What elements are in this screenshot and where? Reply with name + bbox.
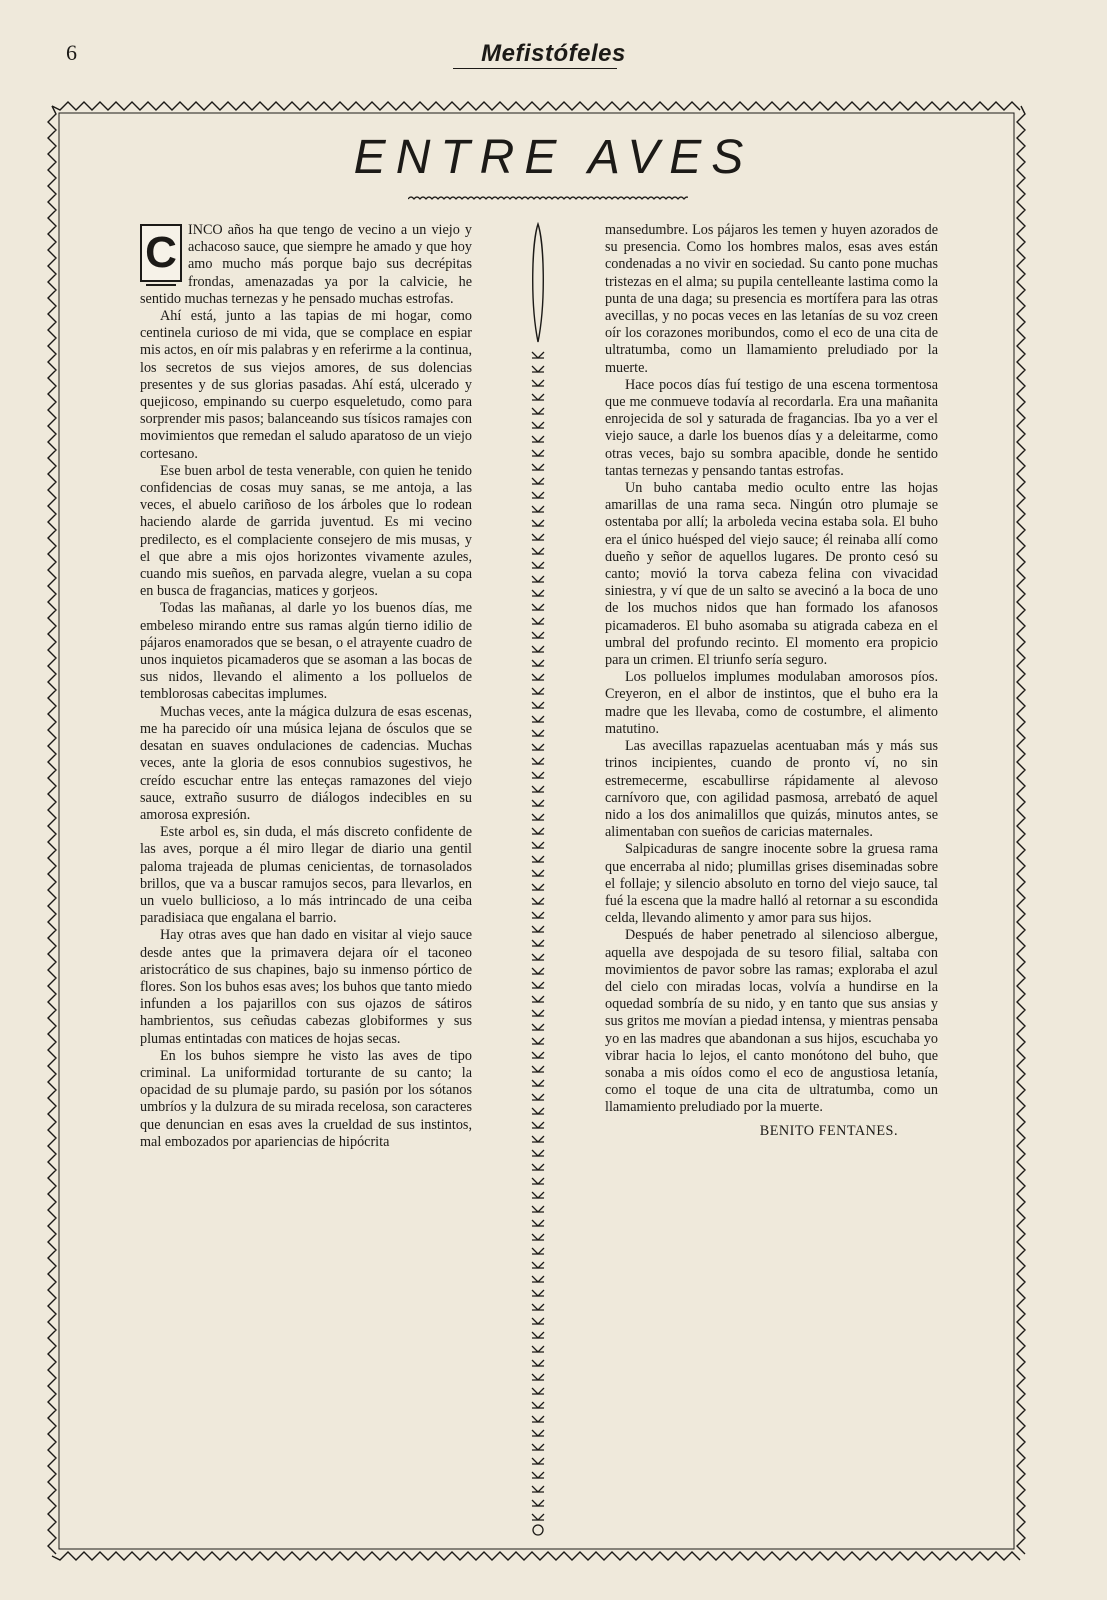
divider-motif: [532, 464, 544, 470]
divider-motif: [532, 1374, 544, 1380]
divider-motif: [532, 1276, 544, 1282]
left-column: [140, 222, 472, 1151]
divider-motif: [532, 856, 544, 862]
divider-motif: [532, 1472, 544, 1478]
paragraph: Los polluelos implumes modulaban amorosos píos. Creyeron, en el albor de instintos, que el buho era la madre que les llevaba, como de costumbre, el alimento matutino.: [605, 669, 938, 737]
divider-motif: [532, 1430, 544, 1436]
divider-motif: [532, 1486, 544, 1492]
divider-motif: [532, 1388, 544, 1394]
divider-motif: [532, 1402, 544, 1408]
divider-motif: [532, 478, 544, 484]
divider-motif: [532, 842, 544, 848]
divider-motif: [532, 1108, 544, 1114]
divider-motif: [532, 1318, 544, 1324]
divider-motif: [532, 506, 544, 512]
divider-motif: [532, 576, 544, 582]
paragraph: mansedumbre. Los pájaros les temen y huyen azorados de su presencia. Como los hombres malos, esas aves están condenadas a no vivir en sociedad. Su canto pone muchas tristezas en el alma; su pupila centelleante lastima como la punta de una daga; su presencia es mortífera para las otras avecillas, y no pocas veces en las letanías de su voz creen oír los corazones moribundos, como el eco de una cita de ultratumba, como un llamamiento preludiado por la muerte.: [605, 222, 938, 376]
paragraph: Todas las mañanas, al darle yo los buenos días, me embeleso mirando entre sus ramas algún tierno idilio de pájaros enamorados que se besan, o el atrayente cuadro de unos inquietos picamaderos que se asoman a las bocas de sus nidos, llevando el alimento a los polluelos de temblorosas cabecitas implumes.: [140, 600, 472, 703]
divider-motif: [532, 884, 544, 890]
divider-motif: [532, 380, 544, 386]
divider-motif: [532, 1304, 544, 1310]
divider-motif: [532, 968, 544, 974]
divider-motif: [532, 1346, 544, 1352]
divider-motif: [532, 954, 544, 960]
divider-motif: [532, 408, 544, 414]
divider-motif: [532, 1080, 544, 1086]
paragraph: Muchas veces, ante la mágica dulzura de esas escenas, me ha parecido oír una música lejana de ósculos que se desatan en suaves ondulaciones de cadencias. Muchas veces, ante la gloria de esos connubios sugestivos, he creído escuchar entre las enteças ramazones del viejo sauce, extraño susurro de diálogos indecibles en su amorosa expresión.: [140, 703, 472, 823]
divider-motif: [532, 1192, 544, 1198]
divider-motif: [532, 660, 544, 666]
divider-motif: [532, 352, 544, 358]
divider-motif: [532, 1500, 544, 1506]
divider-motif: [532, 1052, 544, 1058]
divider-motif: [532, 1332, 544, 1338]
divider-motif: [532, 1444, 544, 1450]
divider-motif: [532, 1010, 544, 1016]
divider-motif: [532, 604, 544, 610]
divider-motif: [532, 814, 544, 820]
divider-motif: [532, 982, 544, 988]
divider-motif: [532, 394, 544, 400]
divider-motif: [532, 646, 544, 652]
paragraph: Después de haber penetrado al silencioso albergue, aquella ave despojada de su tesoro filial, saltaba con movimientos de pavor sobre las ramas; exploraba el azul del cielo con miradas locas, volvía a hundirse en la oquedad sombría de su nido, y en tanto que sus ansias y sus gritos me movían a piedad intensa, y mientras pensaba yo en las madres que abandonan a sus hijos, escuchaba yo vibrar hacia lo lejos, el canto monótono del buho, que sonaba a mis oídos como el eco de angustiosa letanía, como el toque de una cita de ultratumba, como un llamamiento preludiado por la muerte.: [605, 927, 938, 1116]
divider-motif: [532, 562, 544, 568]
divider-motif: [532, 912, 544, 918]
divider-bottom-knot: [533, 1525, 543, 1535]
paragraph: Las avecillas rapazuelas acentuaban más y más sus trinos incipientes, cuando de pronto ví, no sin estremecerme, escabullirse rápidamente al alevoso carnívoro que, con agilidad pasmosa, arrebató de aquel nido a los dos animalillos que quizás, minutos antes, se alimentaban con sueños de caricias maternales.: [605, 738, 938, 841]
divider-motif: [532, 786, 544, 792]
divider-motif: [532, 632, 544, 638]
divider-motif: [532, 702, 544, 708]
divider-motif: [532, 1122, 544, 1128]
divider-motif: [532, 996, 544, 1002]
divider-motif: [532, 1234, 544, 1240]
article-title: ENTRE AVES: [353, 131, 754, 184]
paragraph: En los buhos siempre he visto las aves de tipo criminal. La uniformidad torturante de su canto; la opacidad de su plumaje pardo, su pasión por los sótanos umbríos y la dulzura de su mirada recelosa, son caracteres que denuncian en esas aves la crueldad de sus instintos, mal embozados por apariencias de hipócrita: [140, 1047, 472, 1150]
divider-motif: [532, 1024, 544, 1030]
paragraph: Ahí está, junto a las tapias de mi hogar, como centinela curioso de mi vida, que se complace en espiar mis actos, en oír mis palabras y en referirme a la continua, los secretos de sus viejos amores, de sus dolencias presentes y de sus glorias pasadas. Ahí está, ulcerado y quejicoso, empinando su cuerpo esqueletudo, como para sorprender mis pasos; balanceando sus tísicos ramajes con movimientos que remedan el saludo aparatoso de un viejo cortesano.: [140, 308, 472, 462]
zigzag-border-edge: [52, 1552, 1020, 1560]
zigzag-border-edge: [52, 102, 1020, 110]
zigzag-border-edge: [48, 106, 56, 1554]
divider-motif: [532, 730, 544, 736]
divider-motif: [532, 674, 544, 680]
magazine-title: Mefistófeles: [481, 40, 626, 67]
divider-motif: [532, 1248, 544, 1254]
paragraph: Salpicaduras de sangre inocente sobre la gruesa rama que encerraba al nido; plumillas grises diseminadas sobre el follaje; y silencio absoluto en torno del viejo sauce, tal fué la escena que la madre halló al retornar a su escondida celda, llevando alimento y amor para sus hijos.: [605, 841, 938, 927]
dropcap: C: [140, 224, 182, 282]
divider-motif: [532, 618, 544, 624]
divider-motif: [532, 492, 544, 498]
paragraph: Un buho cantaba medio oculto entre las hojas amarillas de una rama seca. Ningún otro plumaje se ostentaba por allí; la arboleda vecina estaba sola. El buho era el único huésped del viejo sauce; él reinaba allí como dueño y señor de aquellos lugares. De pronto cesó su canto; movió la torva cabeza felina con vivacidad siniestra, y ví que de un salto se avecinó a la boca de uno de los muchos nidos que han formado los afanosos picamaderos. El buho asomaba su atigrada cabeza en el umbral del profundo recinto. El momento era propicio para un crimen. El triunfo sería seguro.: [605, 480, 938, 669]
divider-motif: [532, 870, 544, 876]
divider-motif: [532, 1220, 544, 1226]
divider-motif: [532, 926, 544, 932]
paragraph: INCO años ha que tengo de vecino a un viejo y achacoso sauce, que siempre he amado y que hoy amo mucho más porque bajo sus decrépitas frondas, amenazadas ya por la calvicie, he sentido muchas ternezas y he pensado muchas estrofas.: [140, 222, 472, 307]
divider-motif: [532, 590, 544, 596]
divider-motif: [532, 1164, 544, 1170]
divider-motif: [532, 520, 544, 526]
divider-motif: [532, 716, 544, 722]
divider-motif: [532, 1150, 544, 1156]
author-signature: BENITO FENTANES.: [759, 1122, 898, 1139]
divider-motif: [532, 1360, 544, 1366]
divider-motif: [532, 1136, 544, 1142]
paragraph: Hay otras aves que han dado en visitar al viejo sauce desde antes que la primavera dejara oír el taconeo aristocrático de sus chapines, bajo su inmenso pórtico de flores. Son los buhos esas aves; los buhos que tanto miedo infunden a los pajarillos con sus ojazos de sátiros hambrientos, sus ceñudas cabezas globiformes y sus plumas entintadas con matices de hojas secas.: [140, 927, 472, 1047]
divider-motif: [532, 1262, 544, 1268]
divider-motif: [532, 800, 544, 806]
divider-motif: [532, 436, 544, 442]
divider-motif: [532, 1094, 544, 1100]
paragraph: Ese buen arbol de testa venerable, con quien he tenido confidencias de cosas muy sanas, se me antoja, a las veces, el abuelo cariñoso de los árboles que lo rodean haciendo alarde de garrida juventud. Es mi vecino predilecto, es el complaciente consejero de mis musas, y el que abre a mis ojos horizontes vivamente azules, cuando mis sueños, en parvada alegre, vuelan a su copa en busca de fragancias, matices y gorjeos.: [140, 462, 472, 600]
divider-motif: [532, 1514, 544, 1520]
divider-motif: [532, 898, 544, 904]
column-divider-ornament: [528, 222, 548, 1547]
divider-motif: [532, 1038, 544, 1044]
divider-motif: [532, 1066, 544, 1072]
page-number: 6: [66, 40, 77, 65]
divider-motif: [532, 744, 544, 750]
zigzag-border-edge: [1017, 106, 1025, 1554]
divider-motif: [532, 772, 544, 778]
divider-top-loop: [533, 224, 544, 342]
divider-motif: [532, 940, 544, 946]
header-rule: [453, 68, 617, 69]
divider-motif: [532, 1416, 544, 1422]
divider-motif: [532, 688, 544, 694]
divider-motif: [532, 422, 544, 428]
paragraph: Este arbol es, sin duda, el más discreto confidente de las aves, porque a él miro llegar de diario una gentil paloma trajeada de plumas cenicientas, de tornasolados brillos, que va a buscar ramujos secos, para llevarlos, en un vuelo bullicioso, a lo más intrincado de una ceiba paradisiaca que engalana el barrio.: [140, 824, 472, 927]
divider-motif: [532, 1458, 544, 1464]
title-ornament: [408, 190, 688, 208]
divider-motif: [532, 1290, 544, 1296]
divider-motif: [532, 828, 544, 834]
paragraph: Hace pocos días fuí testigo de una escena tormentosa que me conmueve todavía al recordarla. Era una mañanita enrojecida de sol y saturada de fragancias. Iba yo a ver el viejo sauce, a darle los buenos días y a deleitarme, como otras veces, bajo su sombra apacible, donde he sentido tantas ternezas y pensando tantas estrofas.: [605, 376, 938, 479]
divider-motif: [532, 548, 544, 554]
divider-motif: [532, 1206, 544, 1212]
divider-motif: [532, 1178, 544, 1184]
divider-motif: [532, 450, 544, 456]
divider-motif: [532, 366, 544, 372]
right-column: [605, 222, 938, 1140]
divider-motif: [532, 534, 544, 540]
divider-motif: [532, 758, 544, 764]
